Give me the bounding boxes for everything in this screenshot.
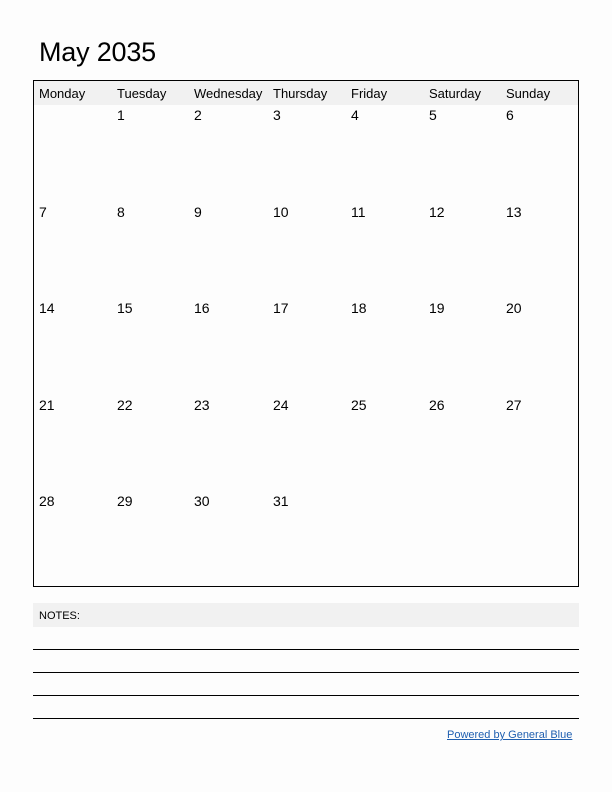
weekday-friday: Friday <box>351 86 388 101</box>
notes-header <box>33 603 579 627</box>
day-cell <box>112 202 189 298</box>
day-number: 12 <box>429 204 445 220</box>
day-cell <box>268 202 345 298</box>
day-number: 27 <box>506 397 522 413</box>
day-number: 16 <box>194 300 210 316</box>
weekday-wednesday: Wednesday <box>194 86 263 101</box>
note-line <box>33 695 579 696</box>
day-cell <box>501 105 578 201</box>
day-number: 22 <box>117 397 133 413</box>
day-number: 25 <box>351 397 367 413</box>
day-cell <box>268 395 345 491</box>
day-number: 11 <box>351 204 366 220</box>
day-cell <box>112 105 189 201</box>
weekday-header-row <box>34 81 578 105</box>
day-number: 20 <box>506 300 522 316</box>
day-number: 18 <box>351 300 367 316</box>
day-cell <box>189 298 266 394</box>
day-grid <box>34 105 578 586</box>
note-line <box>33 718 579 719</box>
weekday-saturday: Saturday <box>429 86 482 101</box>
calendar-grid <box>33 80 579 587</box>
note-line <box>33 672 579 673</box>
day-cell <box>34 395 111 491</box>
day-cell <box>346 105 423 201</box>
weekday-sunday: Sunday <box>506 86 551 101</box>
day-number: 19 <box>429 300 445 316</box>
day-cell <box>189 395 266 491</box>
weekday-thursday: Thursday <box>273 86 328 101</box>
day-number: 7 <box>39 204 47 220</box>
day-cell <box>189 202 266 298</box>
day-number: 29 <box>117 493 133 509</box>
day-number: 26 <box>429 397 445 413</box>
day-number: 4 <box>351 107 359 123</box>
day-number: 24 <box>273 397 289 413</box>
day-number: 30 <box>194 493 210 509</box>
day-cell <box>189 491 266 587</box>
day-number: 15 <box>117 300 133 316</box>
day-cell <box>112 298 189 394</box>
weekday-monday: Monday <box>39 86 86 101</box>
day-cell <box>34 491 111 587</box>
day-cell <box>346 491 423 587</box>
day-number: 23 <box>194 397 210 413</box>
day-number: 6 <box>506 107 514 123</box>
notes-label: NOTES: <box>39 610 80 622</box>
day-cell <box>268 105 345 201</box>
weekday-tuesday: Tuesday <box>117 86 167 101</box>
day-number: 10 <box>273 204 289 220</box>
page-title: May 2035 <box>39 37 156 67</box>
day-cell <box>501 491 578 587</box>
day-cell <box>501 202 578 298</box>
day-number: 5 <box>429 107 437 123</box>
day-cell <box>424 202 501 298</box>
day-cell <box>424 105 501 201</box>
day-cell <box>189 105 266 201</box>
day-number: 2 <box>194 107 202 123</box>
day-cell <box>34 105 111 201</box>
day-number: 13 <box>506 204 522 220</box>
day-cell <box>501 298 578 394</box>
day-number: 14 <box>39 300 55 316</box>
day-number: 1 <box>117 107 125 123</box>
day-cell <box>424 395 501 491</box>
day-cell <box>34 202 111 298</box>
day-cell <box>112 395 189 491</box>
day-cell <box>424 298 501 394</box>
day-number: 17 <box>273 300 289 316</box>
day-number: 3 <box>273 107 281 123</box>
day-cell <box>34 298 111 394</box>
day-cell <box>346 298 423 394</box>
day-number: 28 <box>39 493 55 509</box>
day-cell <box>501 395 578 491</box>
day-cell <box>346 202 423 298</box>
day-cell <box>268 491 345 587</box>
day-number: 8 <box>117 204 125 220</box>
day-cell <box>268 298 345 394</box>
day-cell <box>346 395 423 491</box>
day-number: 31 <box>273 493 289 509</box>
note-line <box>33 649 579 650</box>
day-cell <box>424 491 501 587</box>
day-number: 21 <box>39 397 55 413</box>
powered-by-link[interactable]: Powered by General Blue <box>447 729 573 741</box>
day-cell <box>112 491 189 587</box>
day-number: 9 <box>194 204 202 220</box>
